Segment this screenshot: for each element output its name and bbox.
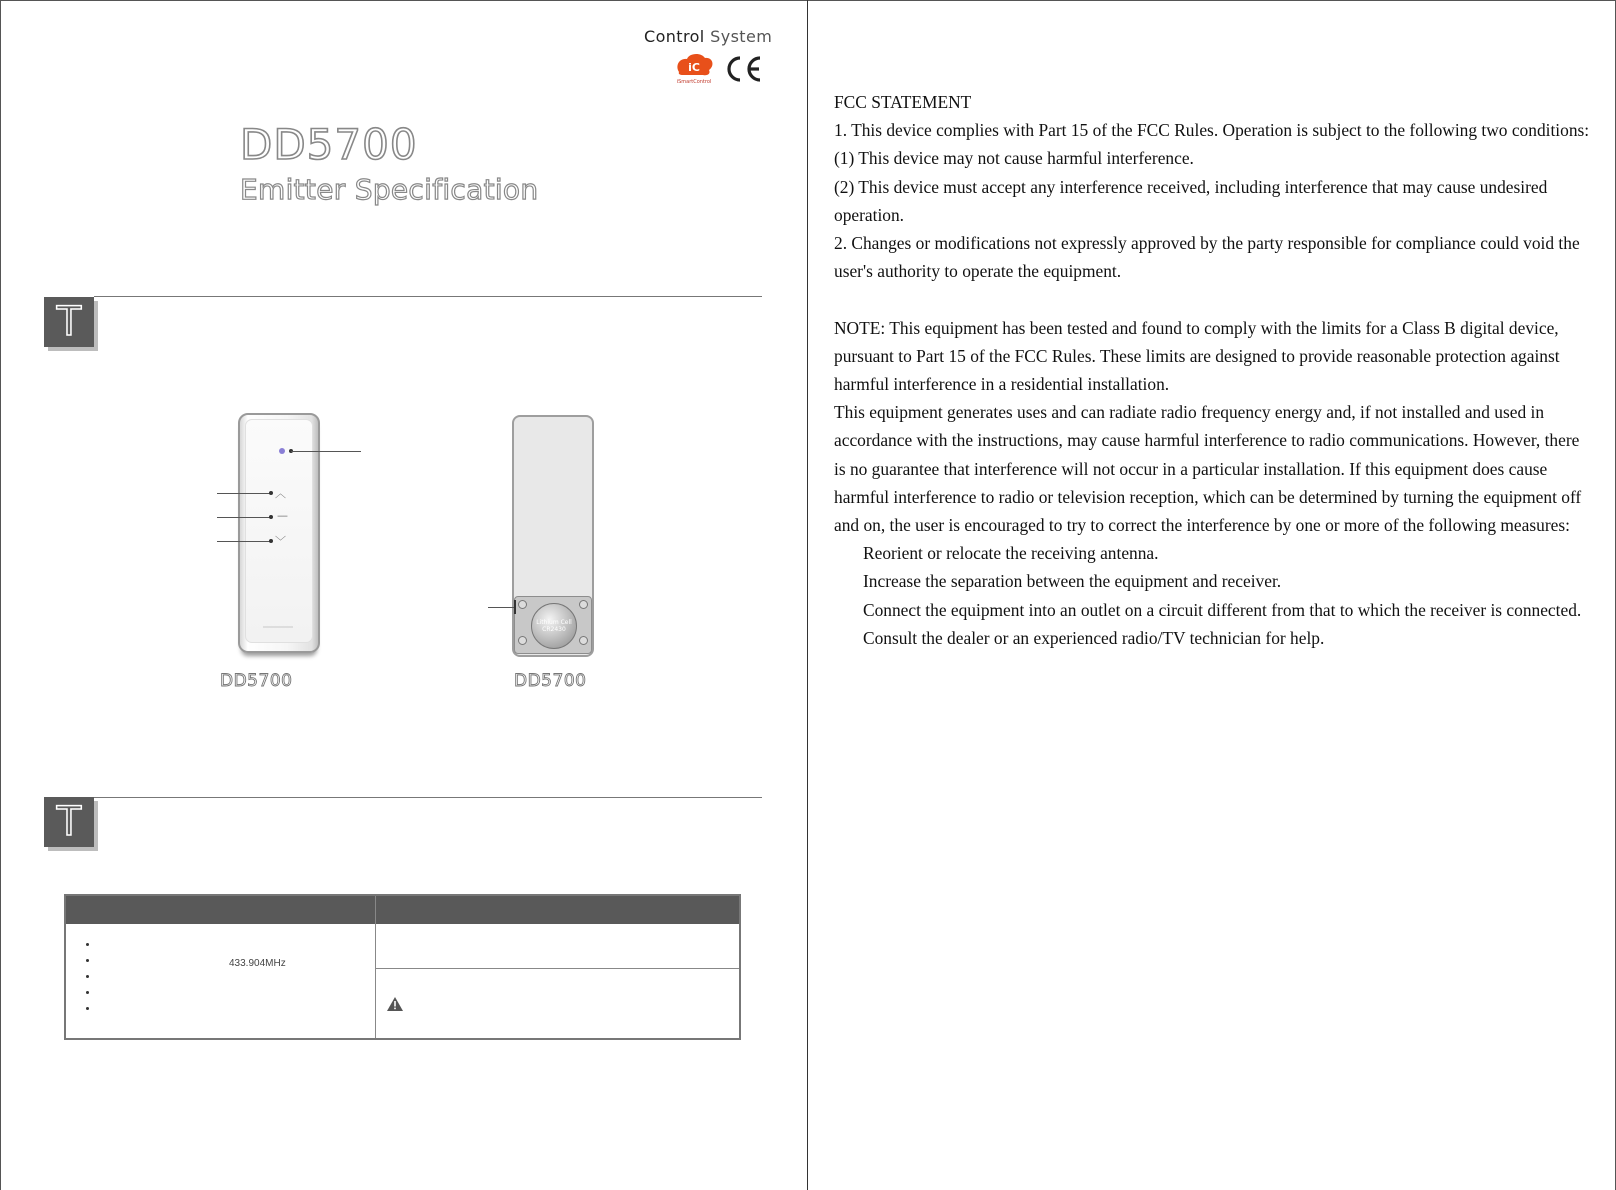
status-led bbox=[279, 448, 285, 454]
spec-bullet bbox=[86, 991, 89, 994]
battery-model: CR2430 bbox=[542, 626, 566, 633]
svg-text:iC: iC bbox=[688, 61, 700, 74]
brand-title bbox=[644, 27, 772, 46]
screw-icon bbox=[579, 600, 588, 609]
section-badge-1: T bbox=[44, 297, 94, 347]
stop-button-icon: — bbox=[277, 509, 288, 522]
spec-table bbox=[64, 894, 741, 1040]
callout-dot-down bbox=[269, 539, 273, 543]
spec-bullet bbox=[86, 959, 89, 962]
callout-tick-battery bbox=[514, 600, 516, 614]
spec-row-divider bbox=[376, 968, 739, 969]
fcc-condition-1: (1) This device may not cause harmful interference. bbox=[834, 148, 1194, 169]
remote-front-logo-strip bbox=[263, 626, 293, 628]
callout-line-stop bbox=[217, 517, 272, 518]
brand-name-primary: Control bbox=[644, 27, 705, 46]
fcc-statement bbox=[834, 88, 1594, 652]
callout-line-up bbox=[217, 493, 272, 494]
up-button-icon: ︿ bbox=[275, 487, 286, 500]
spec-bullet bbox=[86, 943, 89, 946]
screw-icon bbox=[518, 600, 527, 609]
spec-column-divider bbox=[375, 896, 376, 1038]
fcc-note: NOTE: This equipment has been tested and found to comply with the limits for a Class B digital device, pursuant to Part 15 of the FCC Rules. These limits are designed to provide reasonable protection against harmful interference in a residential installation. bbox=[834, 317, 1560, 395]
back-model-label: DD5700 bbox=[514, 671, 587, 691]
coin-battery bbox=[531, 603, 577, 649]
brand-name-secondary: System bbox=[710, 27, 773, 46]
callout-line-down bbox=[217, 541, 272, 542]
fcc-clause-2: 2. Changes or modifications not expressly approved by the party responsible for compliance could void the user's authority to operate the equipment. bbox=[834, 233, 1580, 282]
section-badge-2: T bbox=[44, 797, 94, 847]
ce-mark-icon bbox=[722, 52, 764, 86]
fcc-heading: FCC STATEMENT bbox=[834, 92, 972, 112]
fcc-measure-1: Reorient or relocate the receiving antenna. bbox=[863, 543, 1159, 564]
document-subtitle: Emitter Specification bbox=[240, 173, 539, 206]
ismartcontrol-logo-icon bbox=[673, 52, 715, 86]
section-rule-1 bbox=[94, 296, 762, 297]
spec-table-header bbox=[66, 896, 739, 924]
callout-line-led bbox=[291, 451, 361, 452]
battery-label: Lithium Cell bbox=[536, 619, 572, 626]
model-title: DD5700 bbox=[240, 120, 418, 169]
fcc-interference: This equipment generates uses and can radiate radio frequency energy and, if not installed and used in accordance with the instructions, may cause harmful interference to radio communications. However, there is no guarantee that interference will not occur in a particular installation. If this equipment does cause harmful interference to radio or television reception, which can be determined by turning the equipment off and on, the user is encouraged to try to correct the interference by one or more of the following measures: bbox=[834, 402, 1582, 536]
screw-icon bbox=[579, 636, 588, 645]
callout-dot-up bbox=[269, 491, 273, 495]
warning-triangle-icon bbox=[386, 996, 404, 1012]
fcc-measure-2: Increase the separation between the equipment and receiver. bbox=[863, 571, 1282, 592]
screw-icon bbox=[518, 636, 527, 645]
spec-frequency: 433.904MHz bbox=[229, 958, 286, 969]
spec-bullet bbox=[86, 1007, 89, 1010]
fcc-clause-1: 1. This device complies with Part 15 of the FCC Rules. Operation is subject to the following two conditions: bbox=[834, 120, 1590, 141]
callout-dot-stop bbox=[269, 515, 273, 519]
callout-line-battery bbox=[488, 607, 516, 608]
fcc-measure-3: Connect the equipment into an outlet on a circuit different from that to which the receiver is connected. bbox=[863, 599, 1582, 620]
logo-text: iSmartControl bbox=[676, 79, 712, 85]
fcc-condition-2: (2) This device must accept any interference received, including interference that may cause undesired operation. bbox=[834, 176, 1548, 225]
section-rule-2 bbox=[94, 797, 762, 798]
spec-bullet bbox=[86, 975, 89, 978]
front-model-label: DD5700 bbox=[220, 671, 293, 691]
down-button-icon: ﹀ bbox=[275, 535, 286, 548]
fcc-measure-4: Consult the dealer or an experienced radio/TV technician for help. bbox=[863, 627, 1325, 648]
